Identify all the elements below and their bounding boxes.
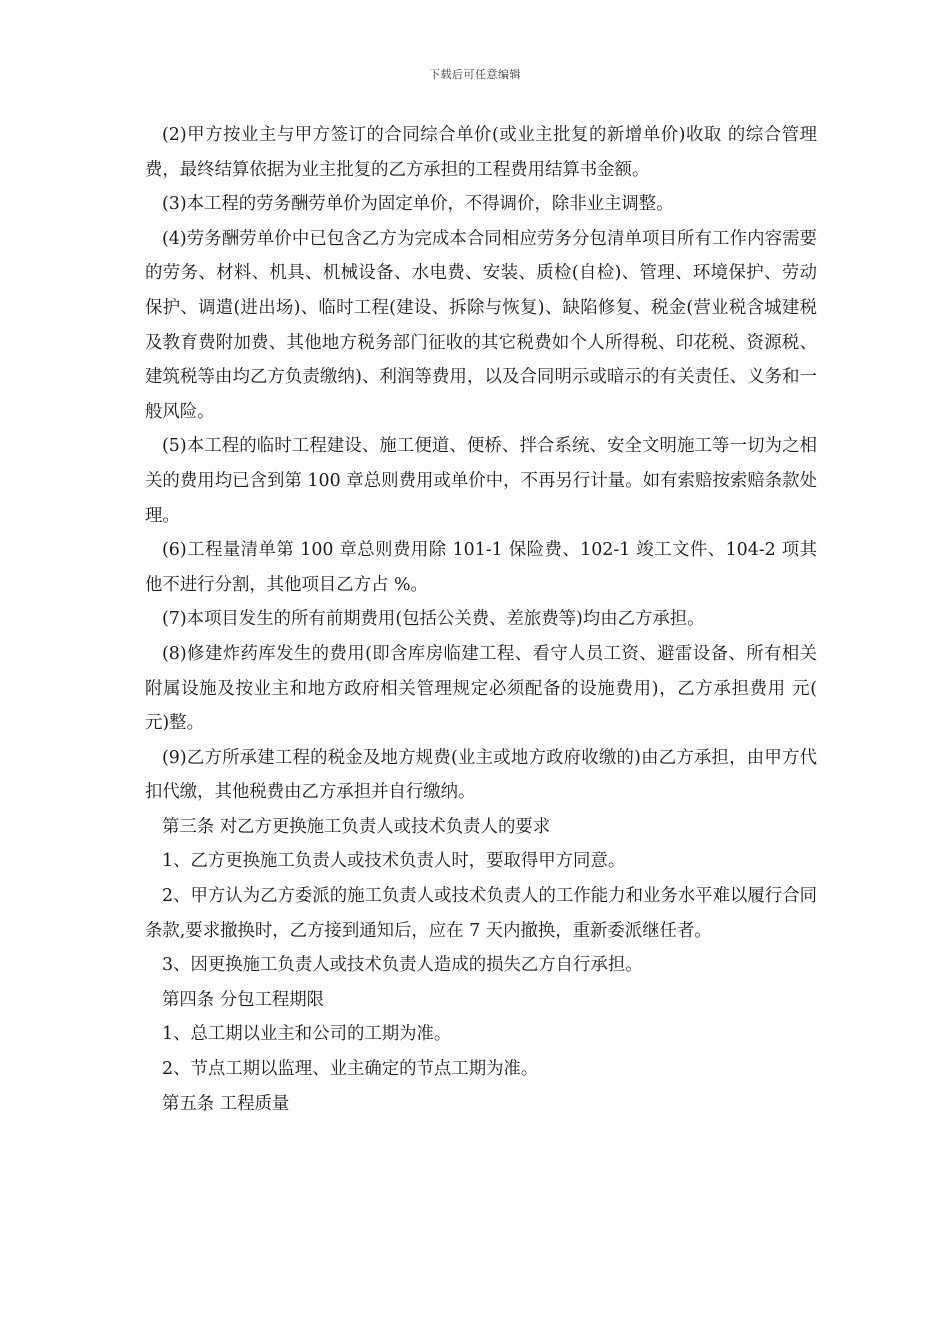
paragraph-6-general-costs: (6)工程量清单第 100 章总则费用除 101-1 保险费、102-1 竣工文件、104-2 项其他不进行分割，其他项目乙方占 %。 [145,540,817,595]
article-3-item-3: 3、因更换施工负责人或技术负责人造成的损失乙方自行承担。 [162,955,643,976]
paragraph-5-temporary-works: (5)本工程的临时工程建设、施工便道、便桥、拌合系统、安全文明施工等一切为之相关的费用均已含到第 100 章总则费用或单价中，不再另行计量。如有索赔按索赔条款处理。 [145,436,817,526]
paragraph-7-preliminary-costs: (7)本项目发生的所有前期费用(包括公关费、差旅费等)均由乙方承担。 [162,609,705,630]
paragraph-8-explosives-depot: (8)修建炸药库发生的费用(即含库房临建工程、看守人员工资、避雷设备、所有相关附属设施及按业主和地方政府相关管理规定必须配备的设施费用)，乙方承担费用 元( 元)整。 [145,643,817,734]
page-header-note: 下载后可任意编辑 [429,68,521,81]
document-body [145,118,817,1121]
paragraph-2-settlement: (2)甲方按业主与甲方签订的合同综合单价(或业主批复的新增单价)收取 的综合管理费，最终结算依据为业主批复的乙方承担的工程费用结算书金额。 [145,125,817,180]
article-3-item-1: 1、乙方更换施工负责人或技术负责人时，要取得甲方同意。 [162,851,626,872]
article-4-item-1: 1、总工期以业主和公司的工期为准。 [162,1024,452,1045]
paragraph-9-taxes: (9)乙方所承建工程的税金及地方规费(业主或地方政府收缴的)由乙方承担，由甲方代扣代缴，其他税费由乙方承担并自行缴纳。 [145,747,817,803]
article-3-item-2: 2、甲方认为乙方委派的施工负责人或技术负责人的工作能力和业务水平难以履行合同条款,要求撤换时，乙方接到通知后，应在 7 天内撤换，重新委派继任者。 [145,886,817,941]
paragraph-4-price-contents: (4)劳务酬劳单价中已包含乙方为完成本合同相应劳务分包清单项目所有工作内容需要的劳务、材料、机具、机械设备、水电费、安装、质检(自检)、管理、环境保护、劳动保护、调遣(进出场)、临时工程(建设、拆除与恢复)、缺陷修复、税金(营业税含城建税及教育费附加费、其他地方税务部门征收的其它税费如个人所得税、印花税、资源税、建筑税等由均乙方负责缴纳)、利润等费用，以及合同明示或暗示的有关责任、义务和一般风险。 [145,228,817,422]
article-4-item-2: 2、节点工期以监理、业主确定的节点工期为准。 [162,1059,539,1080]
section-heading-article-5: 第五条 工程质量 [162,1093,290,1114]
paragraph-3-fixed-price: (3)本工程的劳务酬劳单价为固定单价，不得调价，除非业主调整。 [162,194,674,215]
section-heading-article-3: 第三条 对乙方更换施工负责人或技术负责人的要求 [162,816,551,837]
section-heading-article-4: 第四条 分包工程期限 [162,989,325,1010]
